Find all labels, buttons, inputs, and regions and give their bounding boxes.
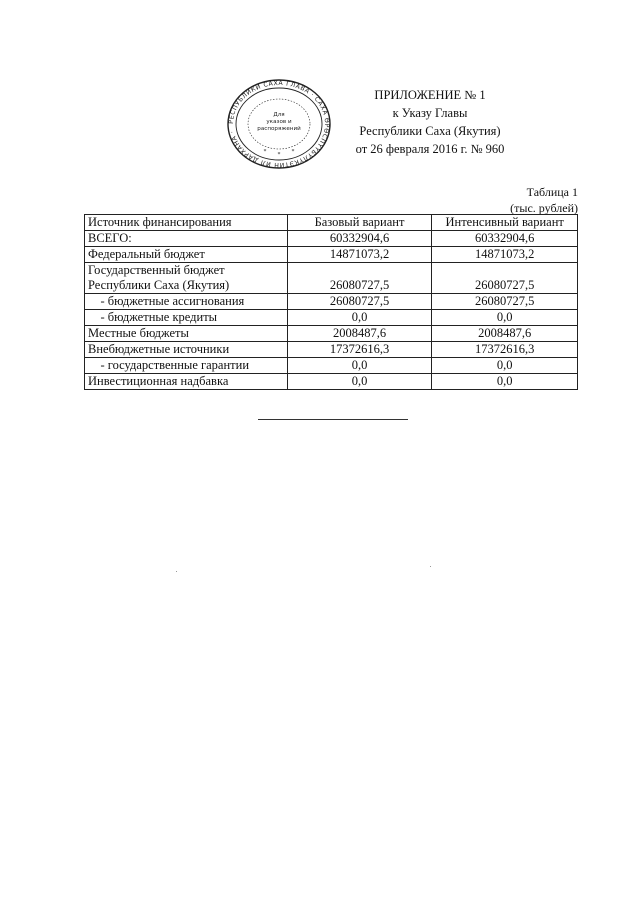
intensive-value: 17372616,3 bbox=[432, 342, 578, 358]
header-appendix-number: ПРИЛОЖЕНИЕ № 1 bbox=[374, 88, 486, 102]
header-republic: Республики Саха (Якутия) bbox=[359, 124, 501, 138]
intensive-value: 0,0 bbox=[432, 358, 578, 374]
base-value: 26080727,5 bbox=[287, 263, 432, 294]
row-label: - государственные гарантии bbox=[85, 358, 288, 374]
scan-speck bbox=[430, 566, 431, 567]
scan-speck bbox=[176, 571, 177, 572]
column-header-source: Источник финансирования bbox=[85, 215, 288, 231]
document-header bbox=[330, 86, 530, 158]
financing-table bbox=[84, 214, 578, 390]
table-row bbox=[85, 326, 578, 342]
official-seal bbox=[226, 78, 332, 170]
intensive-value: 2008487,6 bbox=[432, 326, 578, 342]
header-date: от 26 февраля 2016 г. № 960 bbox=[355, 142, 505, 156]
row-label: - бюджетные ассигнования bbox=[85, 294, 288, 310]
intensive-value: 26080727,5 bbox=[432, 263, 578, 294]
row-label: - бюджетные кредиты bbox=[85, 310, 288, 326]
column-header-intensive: Интенсивный вариант bbox=[432, 215, 578, 231]
table-row bbox=[85, 294, 578, 310]
table-row bbox=[85, 231, 578, 247]
intensive-value: 0,0 bbox=[432, 374, 578, 390]
table-row bbox=[85, 342, 578, 358]
row-label: Внебюджетные источники bbox=[85, 342, 288, 358]
header-decree-ref: к Указу Главы bbox=[392, 106, 468, 120]
intensive-value: 60332904,6 bbox=[432, 231, 578, 247]
column-header-base: Базовый вариант bbox=[287, 215, 432, 231]
row-label-line1: Государственный бюджет bbox=[88, 263, 225, 277]
table-row bbox=[85, 358, 578, 374]
svg-text:*: * bbox=[277, 152, 281, 158]
row-label: ВСЕГО: bbox=[85, 231, 288, 247]
row-label: Местные бюджеты bbox=[85, 326, 288, 342]
table-row bbox=[85, 310, 578, 326]
intensive-value: 0,0 bbox=[432, 310, 578, 326]
base-value: 14871073,2 bbox=[287, 247, 432, 263]
base-value: 2008487,6 bbox=[287, 326, 432, 342]
table-units: (тыс. рублей) bbox=[510, 201, 578, 215]
base-value: 0,0 bbox=[287, 374, 432, 390]
base-value: 0,0 bbox=[287, 358, 432, 374]
row-label: Федеральный бюджет bbox=[85, 247, 288, 263]
svg-text:РЕСПУБЛИКИ САХА ГЛАВА · САХА Ө: РЕСПУБЛИКИ САХА ГЛАВА · САХА ӨРӨСПҮҮБҮЛҮКЭТИН ИЛ ДАРХАНА · bbox=[227, 79, 331, 169]
base-value: 60332904,6 bbox=[287, 231, 432, 247]
table-row bbox=[85, 374, 578, 390]
row-label-line2: Республики Саха (Якутия) bbox=[88, 278, 230, 292]
intensive-value: 14871073,2 bbox=[432, 247, 578, 263]
base-value: 17372616,3 bbox=[287, 342, 432, 358]
table-title: Таблица 1 bbox=[526, 185, 578, 199]
svg-text:распоряжений: распоряжений bbox=[257, 126, 301, 132]
table-row bbox=[85, 263, 578, 294]
table-row bbox=[85, 247, 578, 263]
svg-text:*: * bbox=[263, 149, 267, 155]
table-header-row bbox=[85, 215, 578, 231]
row-label: Инвестиционная надбавка bbox=[85, 374, 288, 390]
svg-text:указов и: указов и bbox=[266, 119, 292, 125]
row-label bbox=[85, 263, 288, 294]
base-value: 0,0 bbox=[287, 310, 432, 326]
intensive-value: 26080727,5 bbox=[432, 294, 578, 310]
closing-rule bbox=[258, 419, 408, 420]
table-caption bbox=[510, 184, 578, 216]
svg-text:*: * bbox=[291, 149, 295, 155]
base-value: 26080727,5 bbox=[287, 294, 432, 310]
svg-text:Для: Для bbox=[273, 112, 285, 118]
